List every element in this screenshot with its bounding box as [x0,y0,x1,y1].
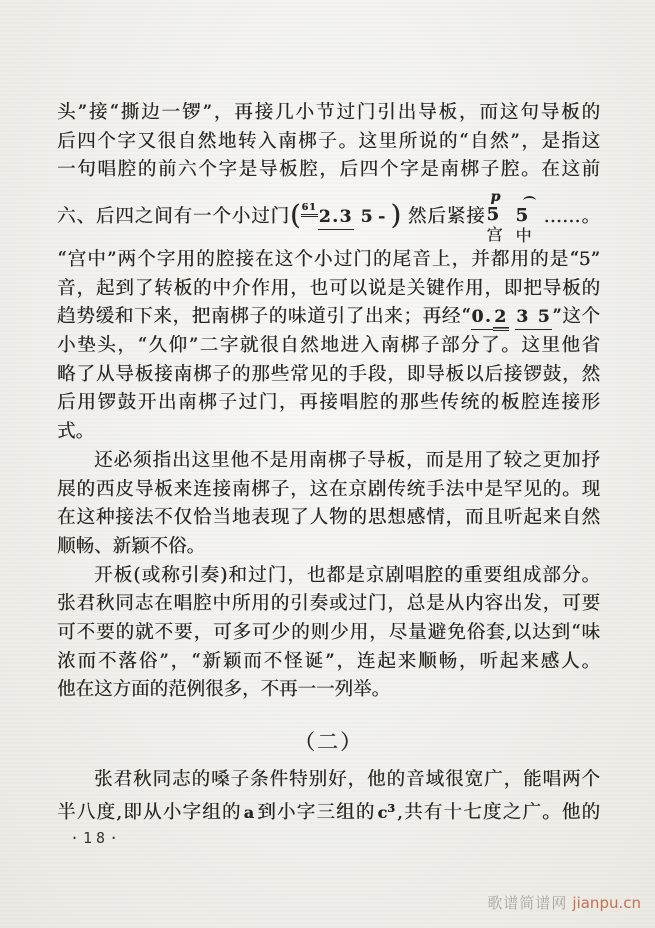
dynamic-p: p [490,189,501,205]
jianpu-note: 5 [515,205,529,226]
open-paren: ( [289,200,301,231]
page-number: ·18· [70,829,123,847]
text-line: 还必须指出这里他不是用南梆子导板，而是用了较之更加抒 [94,449,600,471]
text-line: 后四个字又很自然地转入南梆子。这里所说的“自然”，是指这 [57,130,600,152]
text-segment: 到小字三组的 [255,801,376,823]
text-line: 可不要的就不要，可多可少的则少用，尽量避免俗套,以达到“味 [57,621,600,643]
text-line: 后用锣鼓开出南梆子过门，再接唱腔的那些传统的板腔连接形 [57,392,600,414]
section-heading: （二） [294,730,363,754]
text-line: 展的西皮导板来连接南梆子，这在京剧传统手法中是罕见的。现 [57,478,600,500]
text-line: 一句唱腔的前六个字是导板腔，后四个字是南梆子腔。在这前 [57,159,600,181]
text-line: 头”接“撕边一锣”，再接几小节过门引出导板，而这句导板的 [57,102,600,123]
pitch-superscript: 3 [387,801,395,815]
jianpu-notes-underlined: 2.3 [318,207,354,230]
jianpu-grace-notes: 61 [301,203,318,217]
text-line: ……。 [543,206,600,227]
text-segment: 半八度,即从小字组的 [57,801,242,823]
jianpu-note: 5 [360,207,374,227]
fermata-arc-icon [523,196,536,205]
jianpu-note-0: 0. [471,307,494,330]
text-line: 略了从导板接南梆子的那些常见的手段，即导板以后接锣鼓，然 [57,363,600,385]
jianpu-notes-35: 3 5 [515,307,552,330]
watermark-site-url: jianpu.cn [572,894,641,912]
text-line: 浓而不落俗”，“新颖而不怪诞”，连起来顺畅，听起来感人。 [57,650,600,672]
text-line: 然后紧接 [407,206,486,227]
pitch-name-c3 [376,803,397,822]
text-line: 顺畅、新颖不俗。 [57,535,206,557]
text-line: “宫中”两个字用的腔接在这个小过门的尾音上，并都用的是“5” [57,249,600,270]
paragraph-4 [57,766,600,823]
label-gong: 宫 [486,225,503,244]
text-line: 六、后四之间有一个小过门 [57,206,290,227]
paragraph-1-top [57,99,600,185]
note-stack-gong [487,190,514,244]
label-zhong: 中 [515,226,532,245]
paragraph-body [57,246,600,705]
text-segment: ,共有十七度之广。他的 [396,801,600,823]
watermark-site-name: 歌谱简谱网 [487,894,568,912]
text-line-with-notation [57,303,600,332]
text-line: 张君秋同志在唱腔中所用的引奏或过门，总是从内容出发，可要 [57,593,600,615]
text-segment: 趋势缓和下来，把南梆子的味道引了出来；再经“ [57,306,471,328]
text-line: 小垫头，“久仰”二字就很自然地进入南梆子部分了。这里他省 [57,335,600,357]
close-paren: ) [390,200,402,231]
note-stack-zhong [516,189,543,245]
text-line: 张君秋同志的嗓子条件特别好，他的音域很宽广，能唱两个 [94,769,600,790]
text-line-with-pitch-names [57,795,600,824]
pitch-letter: c [377,802,388,822]
text-line: 在这种接法不仅恰当地表现了人物的思想感情，而且听起来自然 [57,507,600,529]
text-line: 式。 [57,421,95,443]
text-segment: ”这个 [552,306,600,328]
jianpu-note: 5 [486,204,500,225]
jianpu-dash: - [377,207,387,227]
jianpu-note-2: 2 [493,307,508,331]
watermark [487,894,641,912]
notation-line [57,185,600,246]
pitch-name-a: a [243,802,254,822]
text-line: 开板(或称引奏)和过门，也都是京剧唱腔的重要组成部分。 [94,564,600,586]
text-line: 音，起到了转板的中介作用，也可以说是关键作用，即把导板的 [57,277,600,299]
text-line: 他在这方面的范例很多，不再一一列举。 [57,679,391,701]
